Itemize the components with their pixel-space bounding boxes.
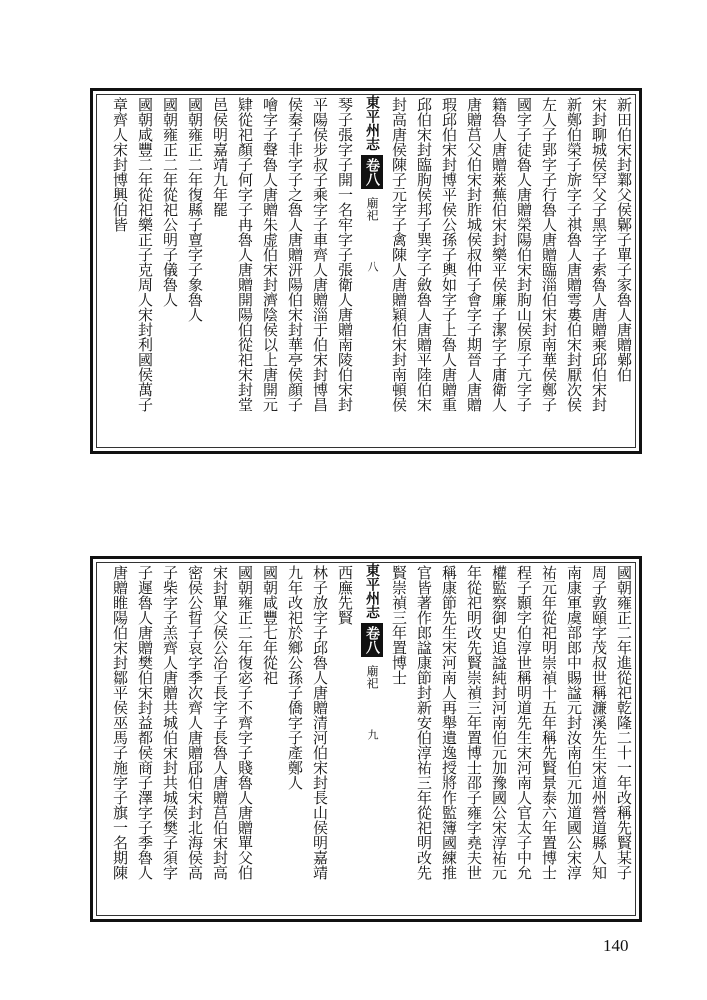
text-column: 國朝咸豐七年從祀 [261,565,279,685]
section-label: 廟祀 [365,197,379,221]
text-column: 祐元年從祀明崇禎十五年稱先賢景泰六年置博士 [540,565,558,880]
text-column: 封高唐侯陳子元字子禽陳人唐贈穎伯宋封南頓侯 [390,97,408,412]
text-column: 程子顥字伯淳世稱明道先生宋河南人官太子中允 [515,565,533,880]
center-banner [361,563,383,915]
book-title: 東平州志 [364,563,380,619]
text-column: 宋封聊城侯罕父子黑字子索魯人唐贈乘邱伯宋封 [590,97,608,412]
leaf-number: 九 [366,729,379,740]
book-title: 東平州志 [364,95,380,151]
text-column: 西廡先賢 [336,565,354,625]
text-column: 籍魯人唐贈萊蕪伯宋封樂平侯廉子潔字子庸衛人 [490,97,508,412]
text-column: 左人子郢字子行魯人唐贈臨淄伯宋封南華侯鄭子 [540,97,558,412]
text-column: 平陽侯步叔子乘字子車齊人唐贈淄于伯宋封博昌 [311,97,329,412]
text-column: 邱伯宋封臨朐侯邦子巽字子斂魯人唐贈平陸伯宋 [415,97,433,412]
text-column: 唐贈莒父伯宋封胙城侯叔仲子會字子期晉人唐贈 [465,97,483,412]
text-column: 唐贈睢陽伯宋封鄒平侯巫馬子施字子旗一名期陳 [111,565,129,880]
text-column: 國字子徒魯人唐贈榮陽伯宋封朐山侯原子亢字子 [515,97,533,412]
text-column: 國朝雍正二年復縣子亶字子象魯人 [186,97,204,322]
text-column: 噲字子聲魯人唐贈朱虚伯宋封濟陰侯以上唐開元 [261,97,279,412]
text-column: 權監察御史追諡純封河南伯元加豫國公宋淳祐元 [490,565,508,880]
text-column: 年從祀明改先賢崇禎三年置博士邵子雍字堯夫世 [465,565,483,880]
text-column: 邑侯明嘉靖九年罷 [211,97,229,217]
section-label: 廟祀 [365,665,379,689]
text-column: 琴子張字子開一名牢字子張衛人唐贈南陵伯宋封 [336,97,354,412]
text-column: 國朝雍正二年進從祀乾隆二十一年改稱先賢某子 [615,565,633,880]
text-column: 子遲魯人唐贈樊伯宋封益都侯商子澤字子季魯人 [136,565,154,880]
bottom-page-frame [90,556,642,922]
text-column: 周子敦頤字茂叔世稱濂溪先生宋道州營道縣人知 [590,565,608,880]
text-column: 瑕邱伯宋封博平侯公孫子輿如字子上魯人唐贈重 [440,97,458,412]
text-column: 國朝雍正二年復宓子不齊字子賤魯人唐贈單父伯 [236,565,254,880]
text-column: 九年改祀於鄉公孫子僑字子產鄭人 [286,565,304,790]
text-column: 新田伯宋封鄴父侯鄡子單子家魯人唐贈鄵伯 [615,97,633,382]
text-column: 新鄭伯榮子旂字子祺魯人唐贈雩婁伯宋封厭次侯 [565,97,583,412]
center-banner [361,95,383,447]
text-column: 林子放字子邱魯人唐贈清河伯宋封長山侯明嘉靖 [311,565,329,880]
text-column: 章齊人宋封博興伯皆 [111,97,129,232]
text-column: 官皆著作郎諡康節封新安伯淳祐三年從祀明改先 [415,565,433,880]
text-column: 宋封單父侯公冶子長字子長魯人唐贈莒伯宋封高 [211,565,229,880]
volume-label: 卷八 [361,623,383,657]
text-column: 肄從祀顏子何字子冉魯人唐贈開陽伯從祀宋封堂 [236,97,254,412]
text-column: 南康軍虞部郎中賜諡元封汝南伯元加道國公宋淳 [565,565,583,880]
text-column: 子柴字子羔齊人唐贈共城伯宋封共城侯樊子須字 [161,565,179,880]
text-column: 賢崇禎三年置博士 [390,565,408,685]
volume-label: 卷八 [361,155,383,189]
page-number: 140 [603,936,629,955]
text-column: 國朝雍正二年從祀公明子儀魯人 [161,97,179,307]
leaf-number: 八 [366,261,379,272]
text-column: 密侯公晢子哀字季次齊人唐贈郈伯宋封北海侯高 [186,565,204,880]
text-column: 侯秦子非字子之魯人唐贈汧陽伯宋封華亭侯顔子 [286,97,304,412]
text-column: 國朝咸豐二年從祀樂正子克周人宋封利國侯萬子 [136,97,154,412]
top-page-frame [90,88,642,454]
text-column: 稱康節先生宋河南人再舉遺逸授將作監簿國練推 [440,565,458,880]
